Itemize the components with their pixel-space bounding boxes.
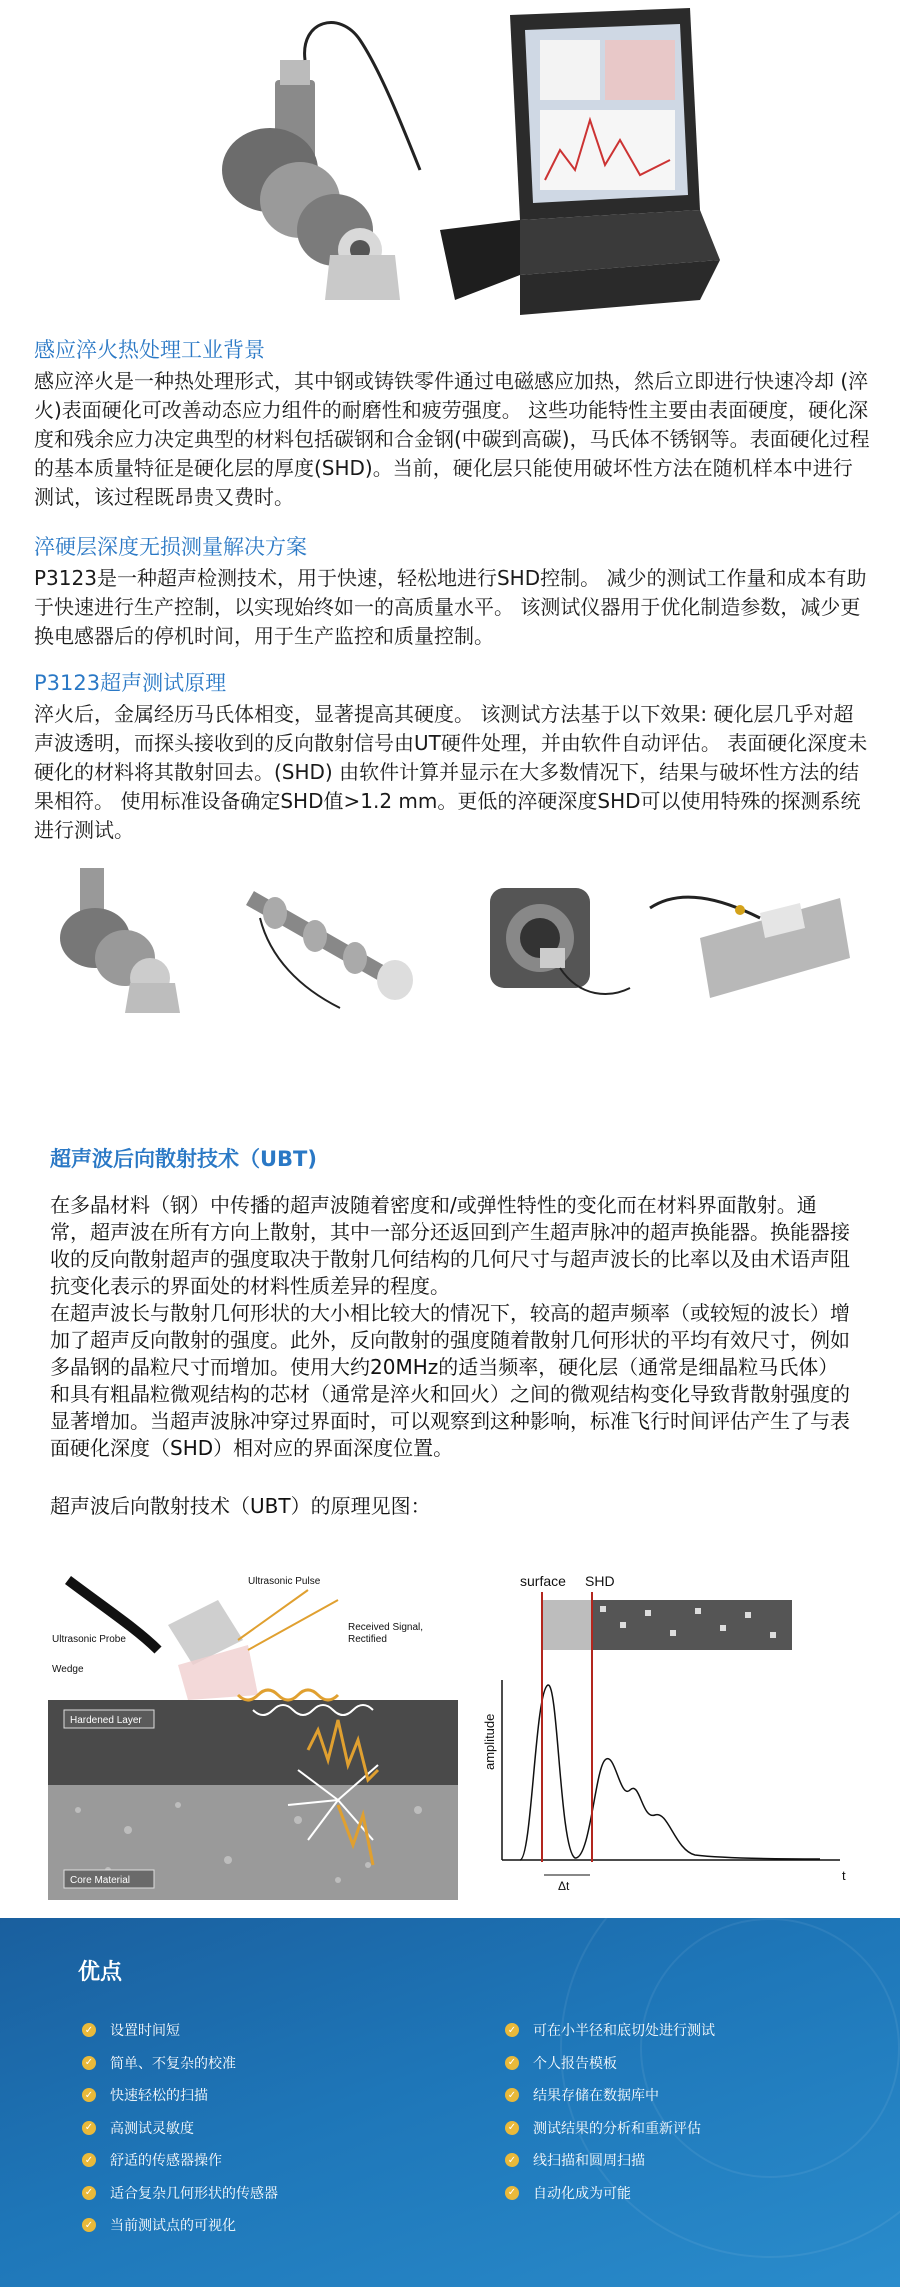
backscatter-diagram [48, 1570, 458, 1900]
laptop-image [440, 8, 720, 315]
checkmark-icon: ✓ [505, 2153, 519, 2167]
section-background [34, 334, 870, 512]
checkmark-icon: ✓ [82, 2088, 96, 2102]
advantage-item: ✓ 舒适的传感器操作 [82, 2144, 278, 2177]
hero-illustration [0, 0, 900, 330]
checkmark-icon: ✓ [82, 2218, 96, 2232]
section-solution-body: P3123是一种超声检测技术，用于快速，轻松地进行SHD控制。 减少的测试工作量和成本有助于快速进行生产控制，以实现始终如一的高质量水平。 该测试仪器用于优化制造参数，减少更换电感器后的停机时间，用于生产监控和质量控制。 [34, 566, 867, 648]
checkmark-icon: ✓ [82, 2121, 96, 2135]
gallery-camshaft-image [250, 897, 413, 1008]
label-time-axis: t [842, 1868, 846, 1883]
crankshaft-image [222, 23, 420, 300]
checkmark-icon: ✓ [505, 2121, 519, 2135]
label-received-signal: Received Signal, [348, 1622, 424, 1633]
advantages-title: 优点 [78, 1960, 123, 1985]
advantages-list-right [505, 2014, 715, 2209]
label-delta-t: Δt [558, 1879, 570, 1893]
label-hardened-layer: Hardened Layer [70, 1715, 142, 1726]
advantages-list-left [82, 2014, 278, 2242]
section-background-body: 感应淬火是一种热处理形式，其中钢或铸铁零件通过电磁感应加热，然后立即进行快速冷却 (淬火)表面硬化可改善动态应力组件的耐磨性和疲劳强度。 这些功能特性主要由表面硬度，硬化深度和残余应力决定典型的材料包括碳钢和合金钢(中碳到高碳)，马氏体不锈钢等。表面硬化过程的基本质量特征是硬化层的厚度(SHD)。当前，硬化层只能使用破坏性方法在随机样本中进行测试，该过程既昂贵又费时。 [34, 369, 870, 509]
advantage-item: ✓ 快速轻松的扫描 [82, 2079, 278, 2112]
checkmark-icon: ✓ [505, 2023, 519, 2037]
label-amplitude: amplitude [482, 1713, 497, 1770]
section-background-title: 感应淬火热处理工业背景 [34, 338, 265, 362]
gallery-flange-image [490, 888, 630, 994]
ubt-title: 超声波后向散射技术（UBT) [50, 1147, 317, 1171]
section-solution-title: 淬硬层深度无损测量解决方案 [34, 535, 307, 559]
advantage-item: ✓ 自动化成为可能 [505, 2177, 715, 2210]
section-principle-title: P3123超声测试原理 [34, 671, 227, 695]
laptop-and-crankshaft-illustration [0, 0, 900, 330]
advantage-item: ✓ 简单、不复杂的校准 [82, 2047, 278, 2080]
label-core-material: Core Material [70, 1875, 131, 1886]
checkmark-icon: ✓ [505, 2088, 519, 2102]
advantage-item: ✓ 可在小半径和底切处进行测试 [505, 2014, 715, 2047]
section-principle-body: 淬火后，金属经历马氏体相变，显著提高其硬度。 该测试方法基于以下效果: 硬化层几乎对超声波透明，而探头接收到的反向散射信号由UT硬件处理，并由软件自动评估。 表面硬化深度未硬化的材料将其散射回去。(SHD) 由软件计算并显示在大多数情况下，结果与破坏性方法的结果相符。 使用标准设备确定SHD值>1.2 mm。更低的淬硬深度SHD可以使用特殊的探测系统进行测试。 [34, 702, 868, 842]
label-shd: SHD [585, 1573, 615, 1589]
advantage-item: ✓ 测试结果的分析和重新评估 [505, 2112, 715, 2145]
ubt-paragraph-2: 在超声波长与散射几何形状的大小相比较大的情况下，较高的超声频率（或较短的波长）增加了超声反向散射的强度。此外，反向散射的强度随着散射几何形状的平均有效尺寸，例如多晶钢的晶粒尺寸而增加。使用大约20MHz的适当频率，硬化层（通常是细晶粒马氏体）和具有粗晶粒微观结构的芯材（通常是淬火和回火）之间的微观结构变化导致背散射强度的显著增加。当超声波脉冲穿过界面时，可以观察到这种影响，标准飞行时间评估产生了与表面硬化深度（SHD）相对应的界面深度位置。 [50, 1301, 850, 1460]
amplitude-curve [520, 1685, 820, 1860]
checkmark-icon: ✓ [82, 2186, 96, 2200]
label-rectified: Rectified [348, 1634, 387, 1645]
checkmark-icon: ✓ [505, 2056, 519, 2070]
advantage-item: ✓ 当前测试点的可视化 [82, 2209, 278, 2242]
checkmark-icon: ✓ [82, 2056, 96, 2070]
gallery-crankshaft-image [60, 868, 180, 1013]
ubt-body [50, 1192, 850, 1462]
label-wedge: Wedge [52, 1664, 84, 1675]
label-ultrasonic-probe: Ultrasonic Probe [52, 1634, 126, 1645]
ubt-caption: 超声波后向散射技术（UBT）的原理见图： [50, 1494, 431, 1518]
advantage-item: ✓ 个人报告模板 [505, 2047, 715, 2080]
checkmark-icon: ✓ [82, 2153, 96, 2167]
section-principle [34, 667, 870, 845]
checkmark-icon: ✓ [82, 2023, 96, 2037]
label-ultrasonic-pulse: Ultrasonic Pulse [248, 1576, 321, 1587]
gallery-rail-image [650, 897, 850, 998]
advantage-item: ✓ 适合复杂几何形状的传感器 [82, 2177, 278, 2210]
advantage-item: ✓ 高测试灵敏度 [82, 2112, 278, 2145]
advantage-item: ✓ 设置时间短 [82, 2014, 278, 2047]
parts-gallery [40, 858, 860, 1018]
checkmark-icon: ✓ [505, 2186, 519, 2200]
advantage-item: ✓ 结果存储在数据库中 [505, 2079, 715, 2112]
amplitude-time-chart [480, 1570, 860, 1900]
label-surface: surface [520, 1573, 566, 1589]
section-solution [34, 531, 870, 651]
advantage-item: ✓ 线扫描和圆周扫描 [505, 2144, 715, 2177]
advantages-section [0, 1918, 900, 2287]
ubt-paragraph-1: 在多晶材料（钢）中传播的超声波随着密度和/或弹性特性的变化而在材料界面散射。通常，超声波在所有方向上散射，其中一部分还返回到产生超声脉冲的超声换能器。换能器接收的反向散射超声的强度取决于散射几何结构的几何尺寸与超声波长的比率以及由术语声阻抗变化表示的界面处的材料性质差异的程度。 [50, 1193, 850, 1298]
